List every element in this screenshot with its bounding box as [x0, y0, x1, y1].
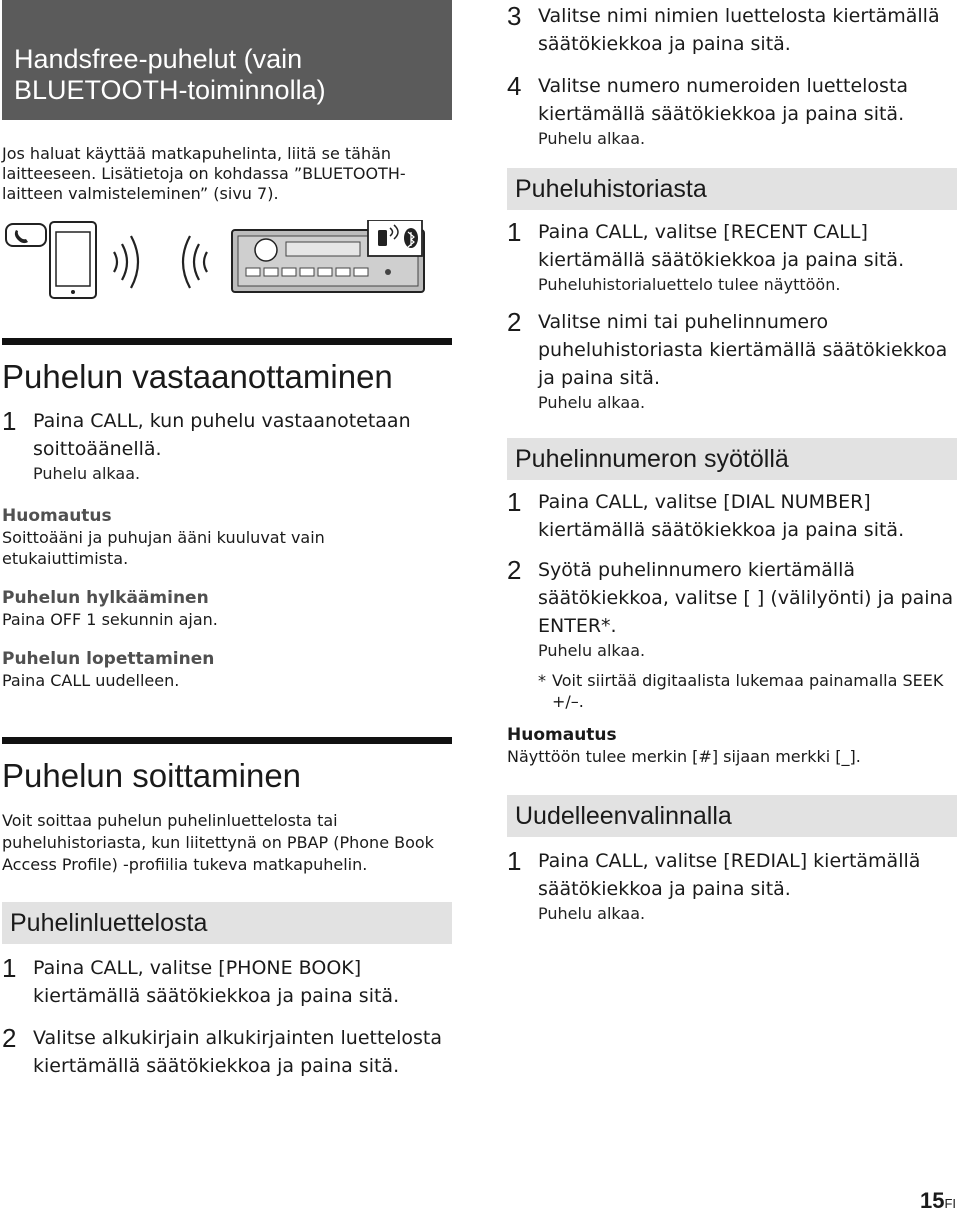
left-column: [2, 0, 452, 1080]
section-rule: [2, 338, 452, 345]
phonebook-step-1: [2, 954, 452, 1010]
step-number: 2: [507, 555, 522, 585]
step-result: Puhelu alkaa.: [538, 641, 646, 660]
intro-text: Jos haluat käyttää matkapuhelinta, liitä se tähän laitteeseen. Lisätietoja on kohdassa ”BLUETOOTH-laitteen valmisteleminen” (sivu 7).: [2, 144, 406, 203]
step-number: 1: [507, 846, 522, 876]
history-step-1: [507, 218, 957, 296]
page-footer: [920, 1188, 956, 1214]
step-text: Paina CALL, valitse [RECENT CALL] kiertämällä säätökiekkoa ja paina sitä.: [538, 221, 905, 271]
note-text: Soittoääni ja puhujan ääni kuuluvat vain etukaiuttimista.: [2, 528, 325, 568]
make-call-text: Voit soittaa puhelun puhelinluettelosta tai puheluhistoriasta, kun liitettynä on PBAP (Phone Book Access Profile) -profiilia tukeva matkapuhelin.: [2, 811, 434, 874]
step-result: Puheluhistorialuettelo tulee näyttöön.: [538, 275, 841, 294]
phone-to-unit-illustration: [2, 220, 452, 310]
step-text: Valitse nimi tai puhelinnumero puheluhistoriasta kiertämällä säätökiekkoa ja paina sitä.: [538, 311, 948, 389]
phonebook-step-3: [507, 2, 957, 58]
handset-icon: [6, 224, 46, 246]
wireless-waves-icon: [114, 236, 207, 288]
end-call-heading: Puhelun lopettaminen: [2, 649, 215, 669]
reject-heading: Puhelun hylkääminen: [2, 588, 209, 608]
car-audio-unit-icon: [232, 220, 424, 292]
step-text: Syötä puhelinnumero kiertämällä säätökiekkoa, valitse [ ] (välilyönti) ja paina ENTER*.: [538, 559, 954, 637]
note-heading: Huomautus: [2, 506, 112, 526]
receive-step-1: [2, 407, 452, 485]
smartphone-icon: [50, 222, 96, 298]
dial-step-2: [507, 556, 957, 712]
step-number: 1: [2, 406, 17, 436]
section-rule: [2, 737, 452, 744]
dial-note-text: Näyttöön tulee merkin [#] sijaan merkki [_].: [507, 747, 861, 766]
section-banner: [2, 0, 452, 120]
dial-note-heading: Huomautus: [507, 725, 617, 745]
step-result: Puhelu alkaa.: [33, 464, 141, 483]
step-result: Puhelu alkaa.: [538, 393, 646, 412]
banner-title: Handsfree-puhelut (vain BLUETOOTH-toiminnolla): [14, 44, 326, 105]
end-call-text: Paina CALL uudelleen.: [2, 671, 180, 690]
footnote-text: Voit siirtää digitaalista lukemaa painamalla SEEK +/–.: [552, 671, 944, 711]
step-text: Valitse numero numeroiden luettelosta kiertämällä säätökiekkoa ja paina sitä.: [538, 75, 909, 125]
step-text: Paina CALL, valitse [REDIAL] kiertämällä säätökiekkoa ja paina sitä.: [538, 850, 921, 900]
right-column: [507, 2, 957, 925]
step-result: Puhelu alkaa.: [538, 904, 646, 923]
page-number: 15: [919, 1188, 945, 1213]
step-result: Puhelu alkaa.: [538, 129, 646, 148]
dial-heading: Puhelinnumeron syötöllä: [507, 438, 957, 480]
redial-step-1: [507, 847, 957, 925]
footnote-mark: *: [538, 671, 546, 690]
step-text: Paina CALL, kun puhelu vastaanotetaan soittoäänellä.: [33, 410, 411, 460]
step-number: 1: [507, 217, 522, 247]
phonebook-step-4: [507, 72, 957, 150]
history-heading: Puheluhistoriasta: [507, 168, 957, 210]
redial-heading: Uudelleenvalinnalla: [507, 795, 957, 837]
step-number: 1: [2, 953, 17, 983]
phonebook-heading: Puhelinluettelosta: [2, 902, 452, 944]
dial-step-1: [507, 488, 957, 544]
history-step-2: [507, 308, 957, 414]
step-text: Valitse alkukirjain alkukirjainten luettelosta kiertämällä säätökiekkoa ja paina sitä.: [33, 1027, 442, 1077]
step-number: 4: [507, 71, 522, 101]
make-call-heading: Puhelun soittaminen: [2, 757, 302, 794]
step-text: Valitse nimi nimien luettelosta kiertämällä säätökiekkoa ja paina sitä.: [538, 5, 940, 55]
reject-text: Paina OFF 1 sekunnin ajan.: [2, 610, 218, 629]
step-number: 1: [507, 487, 522, 517]
step-number: 2: [507, 307, 522, 337]
phonebook-step-2: [2, 1024, 452, 1080]
footnote: [538, 670, 957, 712]
receive-heading: Puhelun vastaanottaminen: [2, 358, 393, 395]
connection-illustration: [2, 220, 452, 310]
page-language-suffix: FI: [944, 1196, 956, 1211]
step-text: Paina CALL, valitse [PHONE BOOK] kiertämällä säätökiekkoa ja paina sitä.: [33, 957, 400, 1007]
step-number: 3: [507, 1, 522, 31]
step-number: 2: [2, 1023, 17, 1053]
step-text: Paina CALL, valitse [DIAL NUMBER] kiertämällä säätökiekkoa ja paina sitä.: [538, 491, 905, 541]
